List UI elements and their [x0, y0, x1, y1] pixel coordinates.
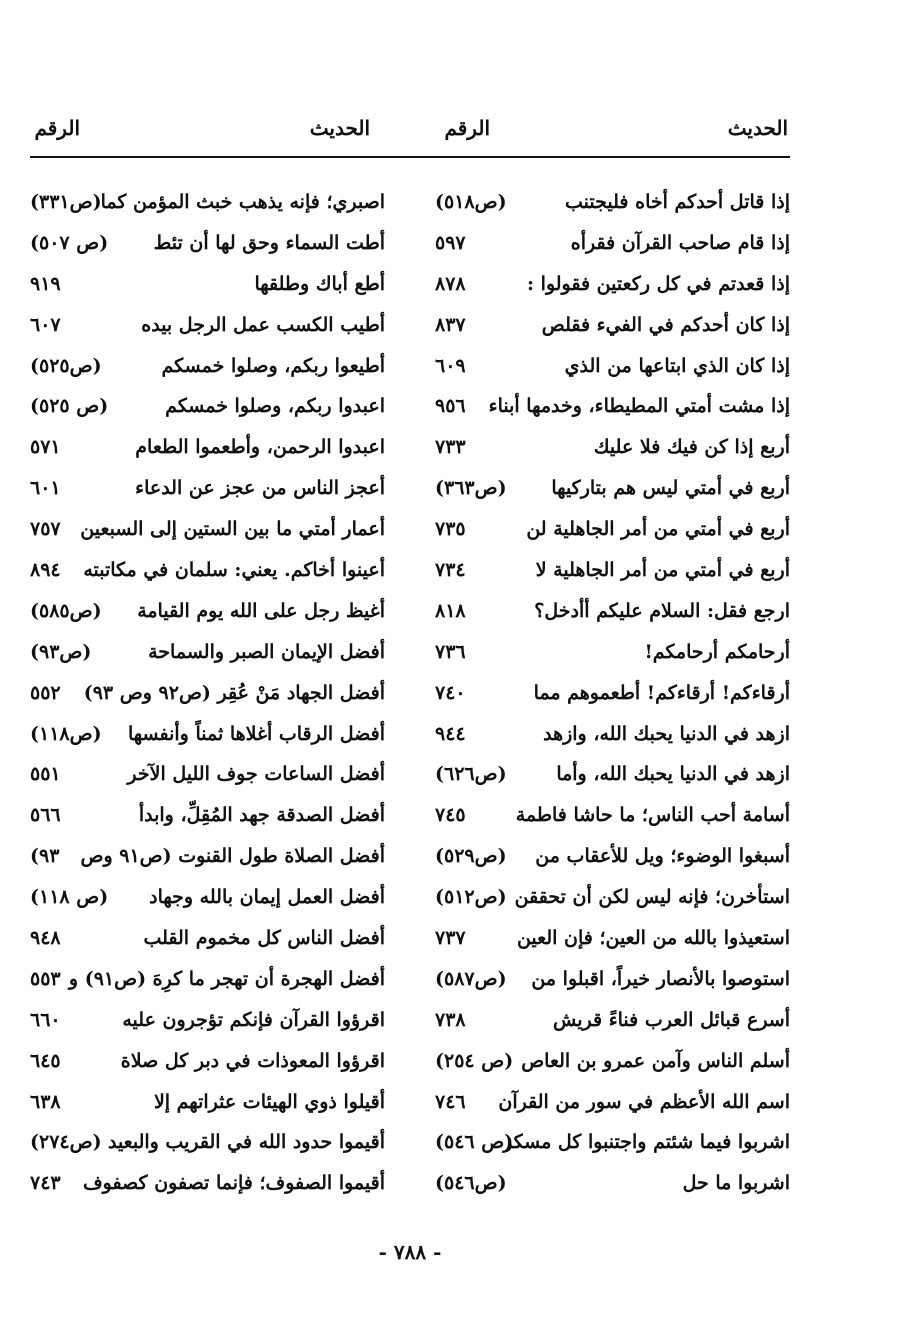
hadith-number: ٥٦٦	[30, 804, 61, 827]
hadith-number: ٨٣٧	[435, 313, 466, 336]
hadith-number: ٩١٩	[30, 272, 61, 295]
index-entry	[435, 386, 790, 427]
hadith-text: إذا مشت أمتي المطيطاء، وخدمها أبناء	[488, 395, 790, 418]
hadith-text: أربع في أمتي من أمر الجاهلية لن	[526, 518, 790, 541]
hadith-text: اشربوا فيما شئتم واجتنبوا كل مسكر	[503, 1131, 790, 1154]
hadith-column-heading: الحديث	[727, 116, 788, 140]
index-entry	[435, 346, 790, 387]
hadith-text: أفضل الناس كل مخموم القلب	[143, 927, 385, 950]
index-entry	[30, 673, 385, 714]
index-entry	[435, 223, 790, 264]
hadith-number: ٨٩٤	[30, 559, 61, 582]
hadith-text: أفضل الجهاد مَنْ عُقِر (ص٩٢ وص ٩٣)	[83, 681, 385, 704]
hadith-text: ازهد في الدنيا يحبك الله، وازهد	[543, 722, 790, 745]
hadith-text: أعمار أمتي ما بين الستين إلى السبعين	[80, 518, 385, 541]
index-entry	[30, 591, 385, 632]
hadith-text: إذا قام صاحب القرآن فقرأه	[570, 231, 790, 254]
hadith-number: ٥٧١	[30, 436, 61, 459]
index-entry	[30, 918, 385, 959]
hadith-text: اسم الله الأعظم في سور من القرآن	[498, 1090, 790, 1113]
hadith-number: (ص٥١٨)	[435, 191, 507, 213]
index-entry	[435, 959, 790, 1000]
hadith-number: ٧٣٨	[435, 1008, 466, 1031]
hadith-text: أسلم الناس وآمن عمرو بن العاص	[521, 1049, 790, 1072]
hadith-text: أغيظ رجل على الله يوم القيامة	[137, 599, 385, 622]
index-entry	[435, 468, 790, 509]
hadith-number: ٧٣٧	[435, 927, 466, 950]
hadith-text: أربع في أمتي من أمر الجاهلية لا	[535, 559, 790, 582]
index-entry	[435, 754, 790, 795]
page-number: - ٧٨٨ -	[378, 1240, 442, 1264]
index-entry	[30, 795, 385, 836]
hadith-number: ٩٥٦	[435, 395, 466, 418]
hadith-number: ٧٣٥	[435, 518, 466, 541]
index-entry	[435, 714, 790, 755]
hadith-number: (ص١١٨)	[30, 722, 102, 745]
index-entry	[30, 346, 385, 387]
hadith-number: (ص٢٧٤)	[30, 1131, 102, 1154]
hadith-number: (ص٦٢٦)	[435, 763, 507, 786]
hadith-text: أفضل العمل إيمان بالله وجهاد	[149, 886, 385, 909]
hadith-text: أقيموا حدود الله في القريب والبعيد	[107, 1131, 385, 1154]
hadith-text: أفضل الرقاب أغلاها ثمناً وأنفسها	[127, 722, 385, 745]
hadith-text: أفضل الصدقة جهد المُقِلِّ، وابدأ	[138, 804, 385, 827]
index-entry	[435, 427, 790, 468]
index-entry	[30, 754, 385, 795]
index-entry	[30, 223, 385, 264]
hadith-number: ٦٣٨	[30, 1090, 61, 1113]
hadith-number: (ص٥٢٩)	[435, 845, 507, 868]
hadith-number: ٥٥١	[30, 763, 61, 786]
index-entry	[30, 468, 385, 509]
hadith-number: (ص٥٢٥)	[30, 354, 102, 377]
index-entry	[30, 1000, 385, 1041]
index-entry	[30, 1041, 385, 1082]
hadith-text: أفضل الهجرة أن تهجر ما كرِهَ (ص٩١) و	[68, 967, 385, 990]
hadith-number: ٧٣٦	[435, 640, 466, 663]
hadith-text: إذا قاتل أحدكم أخاه فليجتنب	[565, 191, 790, 213]
index-entry	[435, 182, 790, 223]
index-entry	[435, 918, 790, 959]
right-index-column	[435, 182, 790, 1204]
index-entry	[435, 1000, 790, 1041]
hadith-text: استأخرن؛ فإنه ليس لكن أن تحققن	[514, 886, 790, 909]
hadith-number: ٧٤٥	[435, 804, 466, 827]
hadith-number: ٩٤٨	[30, 927, 61, 950]
hadith-number: ٧٤٦	[435, 1090, 466, 1113]
index-entry	[30, 877, 385, 918]
hadith-number: ٦٠٧	[30, 313, 61, 336]
hadith-number: ٨١٨	[435, 599, 466, 622]
hadith-text: ازهد في الدنيا يحبك الله، وأما	[556, 763, 790, 786]
hadith-number: (ص٥١٢)	[435, 886, 507, 909]
hadith-text: أطع أباك وطلقها	[254, 272, 385, 295]
hadith-number: (ص٣٦٣)	[435, 477, 507, 500]
index-entry	[30, 182, 385, 223]
index-entry	[435, 1041, 790, 1082]
hadith-number: (ص ٥٢٥)	[30, 395, 109, 418]
index-entry	[30, 1082, 385, 1123]
hadith-number: ٦٤٥	[30, 1049, 61, 1072]
index-entry	[30, 305, 385, 346]
left-index-column	[30, 182, 385, 1204]
hadith-text: اقرؤوا القرآن فإنكم تؤجرون عليه	[122, 1008, 385, 1031]
index-entry	[435, 836, 790, 877]
index-entry	[435, 877, 790, 918]
hadith-number: (ص٩٣)	[30, 640, 92, 663]
hadith-text: أعجز الناس من عجز عن الدعاء	[135, 477, 385, 500]
hadith-text: إذا كان الذي ابتاعها من الذي	[564, 354, 790, 377]
index-entry	[30, 1163, 385, 1204]
hadith-number: (ص٣٣١)	[30, 191, 102, 213]
index-entry	[435, 673, 790, 714]
index-entry	[435, 1122, 790, 1163]
hadith-text: أفضل الإيمان الصبر والسماحة	[148, 640, 385, 663]
hadith-number: ٦٦٠	[30, 1008, 61, 1031]
index-entry	[30, 836, 385, 877]
hadith-column-heading: الحديث	[309, 116, 370, 140]
index-entry	[30, 714, 385, 755]
hadith-number: (ص٥٤٦)	[435, 1172, 507, 1195]
index-entry	[435, 591, 790, 632]
hadith-text: أسبغوا الوضوء؛ ويل للأعقاب من	[535, 845, 790, 868]
hadith-text: أسرع قبائل العرب فناءً قريش	[553, 1008, 790, 1031]
index-entry	[435, 795, 790, 836]
index-entry	[30, 509, 385, 550]
number-column-heading: الرقم	[34, 116, 80, 140]
hadith-text: أطت السماء وحق لها أن تئط	[153, 231, 385, 254]
hadith-text: اقرؤوا المعوذات في دبر كل صلاة	[120, 1049, 385, 1072]
hadith-text: إذا قعدتم في كل ركعتين فقولوا :	[527, 272, 790, 295]
index-entry	[30, 264, 385, 305]
hadith-number: ٩٣)	[30, 845, 60, 868]
index-entry	[30, 386, 385, 427]
hadith-text: أطيب الكسب عمل الرجل بيده	[141, 313, 385, 336]
index-entry	[435, 632, 790, 673]
hadith-number: ٦٠١	[30, 477, 61, 500]
hadith-number: ٥٥٢	[30, 681, 61, 704]
hadith-number: (ص ٥٤٦)	[435, 1131, 514, 1154]
hadith-text: اعبدوا الرحمن، وأطعموا الطعام	[135, 436, 385, 459]
hadith-text: أربع في أمتي ليس هم بتاركيها	[551, 477, 790, 500]
hadith-number: (ص ٥٠٧)	[30, 231, 109, 254]
hadith-text: إذا كان أحدكم في الفيء فقلص	[541, 313, 790, 336]
hadith-number: ٧٣٣	[435, 436, 466, 459]
hadith-text: اشربوا ما حل	[682, 1172, 790, 1195]
hadith-text: اصبري؛ فإنه يذهب خبث المؤمن كما	[100, 191, 385, 213]
index-entry	[435, 305, 790, 346]
hadith-number: (ص٥٨٧)	[435, 967, 507, 990]
hadith-number: ٧٥٧	[30, 518, 61, 541]
index-entry	[435, 1082, 790, 1123]
hadith-text: أطيعوا ربكم، وصلوا خمسكم	[161, 354, 385, 377]
index-entry	[30, 427, 385, 468]
index-entry	[30, 959, 385, 1000]
hadith-number: ٧٣٤	[435, 559, 466, 582]
hadith-text: أرحامكم أرحامكم!	[644, 640, 790, 663]
hadith-number: ٧٤٣	[30, 1172, 61, 1195]
hadith-number: ٨٧٨	[435, 272, 466, 295]
index-entry	[435, 550, 790, 591]
table-header	[30, 112, 790, 152]
hadith-text: اعبدوا ربكم، وصلوا خمسكم	[165, 395, 385, 418]
hadith-number: ٥٩٧	[435, 231, 466, 254]
index-entry	[435, 509, 790, 550]
hadith-number: (ص ١١٨)	[30, 886, 109, 909]
number-column-heading: الرقم	[444, 116, 490, 140]
hadith-text: أعينوا أخاكم. يعني: سلمان في مكاتبته	[83, 559, 385, 582]
index-entry	[435, 264, 790, 305]
index-entry	[435, 1163, 790, 1204]
hadith-number: (ص٥٨٥)	[30, 599, 102, 622]
hadith-text: أفضل الساعات جوف الليل الآخر	[127, 763, 385, 786]
hadith-text: أفضل الصلاة طول القنوت (ص٩١ وص	[80, 845, 385, 868]
hadith-text: ارجع فقل: السلام عليكم أأدخل؟	[534, 599, 790, 622]
index-page	[30, 0, 790, 1339]
hadith-text: أقيلوا ذوي الهيئات عثراتهم إلا	[153, 1090, 385, 1113]
hadith-number: ٩٤٤	[435, 722, 466, 745]
hadith-number: ٧٤٠	[435, 681, 466, 704]
index-entry	[30, 1122, 385, 1163]
index-entry	[30, 632, 385, 673]
hadith-text: أسامة أحب الناس؛ ما حاشا فاطمة	[515, 804, 790, 827]
hadith-text: أقيموا الصفوف؛ فإنما تصفون كصفوف	[82, 1172, 385, 1195]
index-entry	[30, 550, 385, 591]
header-divider	[30, 156, 790, 158]
hadith-number: ٥٥٣	[30, 967, 61, 990]
hadith-text: استعيذوا بالله من العين؛ فإن العين	[516, 927, 790, 950]
hadith-text: أربع إذا كن فيك فلا عليك	[593, 436, 790, 459]
hadith-text: استوصوا بالأنصار خيراً، اقبلوا من	[531, 967, 790, 990]
hadith-number: (ص ٢٥٤)	[435, 1049, 514, 1072]
hadith-number: ٦٠٩	[435, 354, 466, 377]
hadith-text: أرقاءكم! أرقاءكم! أطعموهم مما	[533, 681, 790, 704]
